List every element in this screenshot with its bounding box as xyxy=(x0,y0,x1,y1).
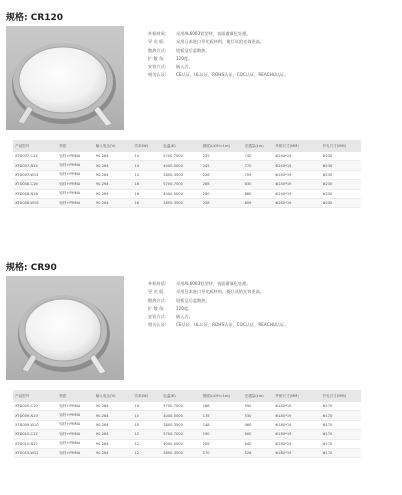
section-title: 规格: CR90 xyxy=(6,263,57,273)
spec-value: 120度。 xyxy=(176,55,193,61)
spec-key: 外框材质: xyxy=(148,281,167,286)
table-cell: 258 xyxy=(201,198,243,207)
table-cell: 90-264 xyxy=(94,430,133,439)
table-cell: 530 xyxy=(243,411,274,420)
spec-value: 采用日本进口导光板材料，使灯具的光效更高。 xyxy=(176,39,264,45)
table-cell: Φ170 xyxy=(321,411,361,420)
spec-key: 扩 散 角: xyxy=(148,305,165,311)
column-header: 外框尺寸(MM) xyxy=(273,140,320,152)
table-cell: 709 xyxy=(243,170,274,179)
spec-item xyxy=(148,297,288,305)
table-cell: 12 xyxy=(133,430,162,439)
spec-item xyxy=(148,305,288,313)
table-cell: Φ170 xyxy=(321,402,361,411)
spec-key: 安装方式: xyxy=(148,314,167,320)
table-cell: 12 xyxy=(133,439,162,448)
table-row xyxy=(13,152,361,161)
table-cell: XTD009-C10 xyxy=(13,402,57,411)
table-cell: 268 xyxy=(201,180,243,189)
table-cell: Φ170 xyxy=(321,448,361,457)
table-cell: 280 xyxy=(201,189,243,198)
spec-key: 散热方式: xyxy=(148,47,167,53)
column-header: 材质 xyxy=(57,390,94,402)
table-cell: 90-264 xyxy=(94,402,133,411)
table-row xyxy=(13,411,361,420)
product-photo xyxy=(6,26,124,130)
table-cell: Φ240*19 xyxy=(273,189,320,198)
table-cell: 90-264 xyxy=(94,420,133,429)
table-row xyxy=(13,430,361,439)
table-row xyxy=(13,402,361,411)
table-cell: 90-264 xyxy=(94,439,133,448)
column-header: 照度(LX/H=1m) xyxy=(201,140,243,152)
table-cell: Φ180*19 xyxy=(273,448,320,457)
table-cell: 2800-3500 xyxy=(161,448,200,457)
table-row xyxy=(13,439,361,448)
spec-item xyxy=(148,280,288,288)
spec-value: 铝板及后盖散热。 xyxy=(176,47,210,53)
table-cell: 90-264 xyxy=(94,189,133,198)
table-cell: XTD007-C14 xyxy=(13,152,57,161)
column-header: 外框尺寸(MM) xyxy=(273,390,320,402)
table-cell: Φ180*19 xyxy=(273,430,320,439)
table-cell: 10 xyxy=(133,402,162,411)
spec-item xyxy=(148,313,288,321)
table-cell: 880 xyxy=(243,189,274,198)
table-cell: 526 xyxy=(243,448,274,457)
table-cell: 4000-5000 xyxy=(161,439,200,448)
table-cell: 4000-5000 xyxy=(161,189,200,198)
table-header-row xyxy=(13,390,361,402)
spec-value: 铝板及后盖散热。 xyxy=(176,297,210,303)
table-cell: Φ180*19 xyxy=(273,411,320,420)
table-cell: 5700-7000 xyxy=(161,180,200,189)
table-cell: Φ240*19 xyxy=(273,161,320,170)
table-cell: 830 xyxy=(243,180,274,189)
table-cell: 12 xyxy=(133,448,162,457)
spec-value: 120度。 xyxy=(176,305,193,311)
spec-item xyxy=(148,63,288,71)
table-cell: 168 xyxy=(201,402,243,411)
table-cell: 90-264 xyxy=(94,198,133,207)
table-cell: 460 xyxy=(243,420,274,429)
table-cell: XTD009-N10 xyxy=(13,411,57,420)
table-row xyxy=(13,180,361,189)
table-cell: Φ230 xyxy=(321,170,361,179)
spec-value: 采用日本进口导光板材料，使灯具的光效更高。 xyxy=(176,289,264,295)
table-cell: Φ230 xyxy=(321,152,361,161)
table-cell: XTD007-N14 xyxy=(13,161,57,170)
table-cell: 2800-3500 xyxy=(161,198,200,207)
table-row xyxy=(13,161,361,170)
table-cell: Φ180*19 xyxy=(273,402,320,411)
table-cell: 90-264 xyxy=(94,152,133,161)
table-cell: 90-264 xyxy=(94,411,133,420)
spec-item xyxy=(148,71,288,79)
spec-table xyxy=(13,140,361,208)
table-cell: 铝材+PMMA xyxy=(57,448,94,457)
table-cell: Φ240*19 xyxy=(273,152,320,161)
spec-item xyxy=(148,55,288,63)
table-cell: 铝材+PMMA xyxy=(57,161,94,170)
spec-table xyxy=(13,390,361,458)
table-cell: Φ230 xyxy=(321,189,361,198)
spec-key: 安装方式: xyxy=(148,64,167,70)
table-cell: 600 xyxy=(243,430,274,439)
table-cell: 170 xyxy=(201,448,243,457)
column-header: 照度(LX/H=1m) xyxy=(201,390,243,402)
table-cell: 640 xyxy=(243,439,274,448)
section-title: 规格: CR120 xyxy=(6,13,64,23)
table-cell: Φ230 xyxy=(321,198,361,207)
table-cell: 148 xyxy=(201,420,243,429)
table-cell: 14 xyxy=(133,161,162,170)
spec-value: CE认证、UL认证、ROHS认证、CQC认证、REACHU认证。 xyxy=(176,322,289,328)
table-row xyxy=(13,448,361,457)
downlight-image xyxy=(6,26,124,130)
table-cell: XTD010-C12 xyxy=(13,430,57,439)
table-cell: 245 xyxy=(201,161,243,170)
column-header: 光通量(Lm) xyxy=(243,390,274,402)
table-cell: 178 xyxy=(201,411,243,420)
column-header: 材质 xyxy=(57,140,94,152)
table-cell: Φ240*19 xyxy=(273,170,320,179)
table-cell: Φ240*19 xyxy=(273,180,320,189)
table-cell: XTD009-W10 xyxy=(13,420,57,429)
spec-item xyxy=(148,288,288,296)
spec-value: 采用AL6063铝型材，表面做氧化处理。 xyxy=(176,281,251,286)
spec-key: 导 光 板: xyxy=(148,39,165,45)
spec-key: 导 光 板: xyxy=(148,289,165,295)
table-cell: 铝材+PMMA xyxy=(57,402,94,411)
column-header: 色温(K) xyxy=(161,140,200,152)
column-header: 色温(K) xyxy=(161,390,200,402)
table-cell: 铝材+PMMA xyxy=(57,152,94,161)
table-cell: XTD010-N12 xyxy=(13,439,57,448)
column-header: 开孔尺寸(MM) xyxy=(321,390,361,402)
table-cell: Φ180*19 xyxy=(273,439,320,448)
table-cell: XTD010-W12 xyxy=(13,448,57,457)
spec-list xyxy=(148,30,288,80)
column-header: 产品型号 xyxy=(13,390,57,402)
table-cell: 90-264 xyxy=(94,180,133,189)
table-cell: Φ170 xyxy=(321,439,361,448)
table-cell: 铝材+PMMA xyxy=(57,170,94,179)
table-cell: 铝材+PMMA xyxy=(57,430,94,439)
table-cell: 190 xyxy=(201,430,243,439)
table-cell: 226 xyxy=(201,170,243,179)
table-cell: 铝材+PMMA xyxy=(57,411,94,420)
spec-item xyxy=(148,321,288,329)
table-cell: 10 xyxy=(133,420,162,429)
table-row xyxy=(13,189,361,198)
table-cell: 10 xyxy=(133,411,162,420)
table-row xyxy=(13,198,361,207)
table-cell: 590 xyxy=(243,402,274,411)
table-cell: 208 xyxy=(201,439,243,448)
spec-item xyxy=(148,47,288,55)
table-cell: XTD008-W16 xyxy=(13,198,57,207)
table-cell: 235 xyxy=(201,152,243,161)
spec-key: 外框材质: xyxy=(148,31,167,36)
table-cell: 740 xyxy=(243,152,274,161)
table-cell: 16 xyxy=(133,198,162,207)
spec-key: 相关认证: xyxy=(148,322,167,328)
table-cell: 铝材+PMMA xyxy=(57,439,94,448)
spec-item xyxy=(148,38,288,46)
column-header: 光通量(Lm) xyxy=(243,140,274,152)
column-header: 功率(W) xyxy=(133,390,162,402)
table-cell: 16 xyxy=(133,180,162,189)
column-header: 输入电压(V) xyxy=(94,390,133,402)
spec-key: 扩 散 角: xyxy=(148,55,165,61)
product-photo xyxy=(6,276,124,380)
table-cell: 770 xyxy=(243,161,274,170)
table-cell: Φ230 xyxy=(321,180,361,189)
table-cell: 809 xyxy=(243,198,274,207)
spec-value: CE认证、UL认证、ROHS认证、CQC认证、REACHU认证。 xyxy=(176,72,289,78)
spec-list xyxy=(148,280,288,330)
table-cell: 4000-5000 xyxy=(161,161,200,170)
table-cell: XTD008-C16 xyxy=(13,180,57,189)
table-cell: 16 xyxy=(133,189,162,198)
table-row xyxy=(13,170,361,179)
table-cell: 14 xyxy=(133,152,162,161)
table-cell: 铝材+PMMA xyxy=(57,180,94,189)
table-cell: Φ170 xyxy=(321,420,361,429)
table-cell: 5700-7000 xyxy=(161,430,200,439)
table-cell: 铝材+PMMA xyxy=(57,420,94,429)
spec-value: 采用AL6063铝型材，表面做氧化处理。 xyxy=(176,31,251,36)
table-cell: 5700-7000 xyxy=(161,402,200,411)
table-cell: Φ170 xyxy=(321,430,361,439)
table-cell: 14 xyxy=(133,170,162,179)
table-cell: 90-264 xyxy=(94,448,133,457)
spec-key: 相关认证: xyxy=(148,72,167,78)
table-row xyxy=(13,420,361,429)
table-cell: 90-264 xyxy=(94,161,133,170)
spec-value: 嵌入式。 xyxy=(176,64,193,70)
column-header: 输入电压(V) xyxy=(94,140,133,152)
table-cell: 2800-3500 xyxy=(161,420,200,429)
table-cell: 2800-3500 xyxy=(161,170,200,179)
table-cell: XTD008-N16 xyxy=(13,189,57,198)
table-cell: 4000-5000 xyxy=(161,411,200,420)
table-cell: 铝材+PMMA xyxy=(57,198,94,207)
column-header: 开孔尺寸(MM) xyxy=(321,140,361,152)
table-cell: Φ240*19 xyxy=(273,198,320,207)
table-cell: 5700-7000 xyxy=(161,152,200,161)
spec-value: 嵌入式。 xyxy=(176,314,193,320)
downlight-image xyxy=(6,276,124,380)
table-header-row xyxy=(13,140,361,152)
table-cell: 90-264 xyxy=(94,170,133,179)
column-header: 产品型号 xyxy=(13,140,57,152)
table-cell: Φ230 xyxy=(321,161,361,170)
spec-item xyxy=(148,30,288,38)
table-cell: 铝材+PMMA xyxy=(57,189,94,198)
table-cell: Φ180*19 xyxy=(273,420,320,429)
table-cell: XTD007-W14 xyxy=(13,170,57,179)
spec-key: 散热方式: xyxy=(148,297,167,303)
column-header: 功率(W) xyxy=(133,140,162,152)
